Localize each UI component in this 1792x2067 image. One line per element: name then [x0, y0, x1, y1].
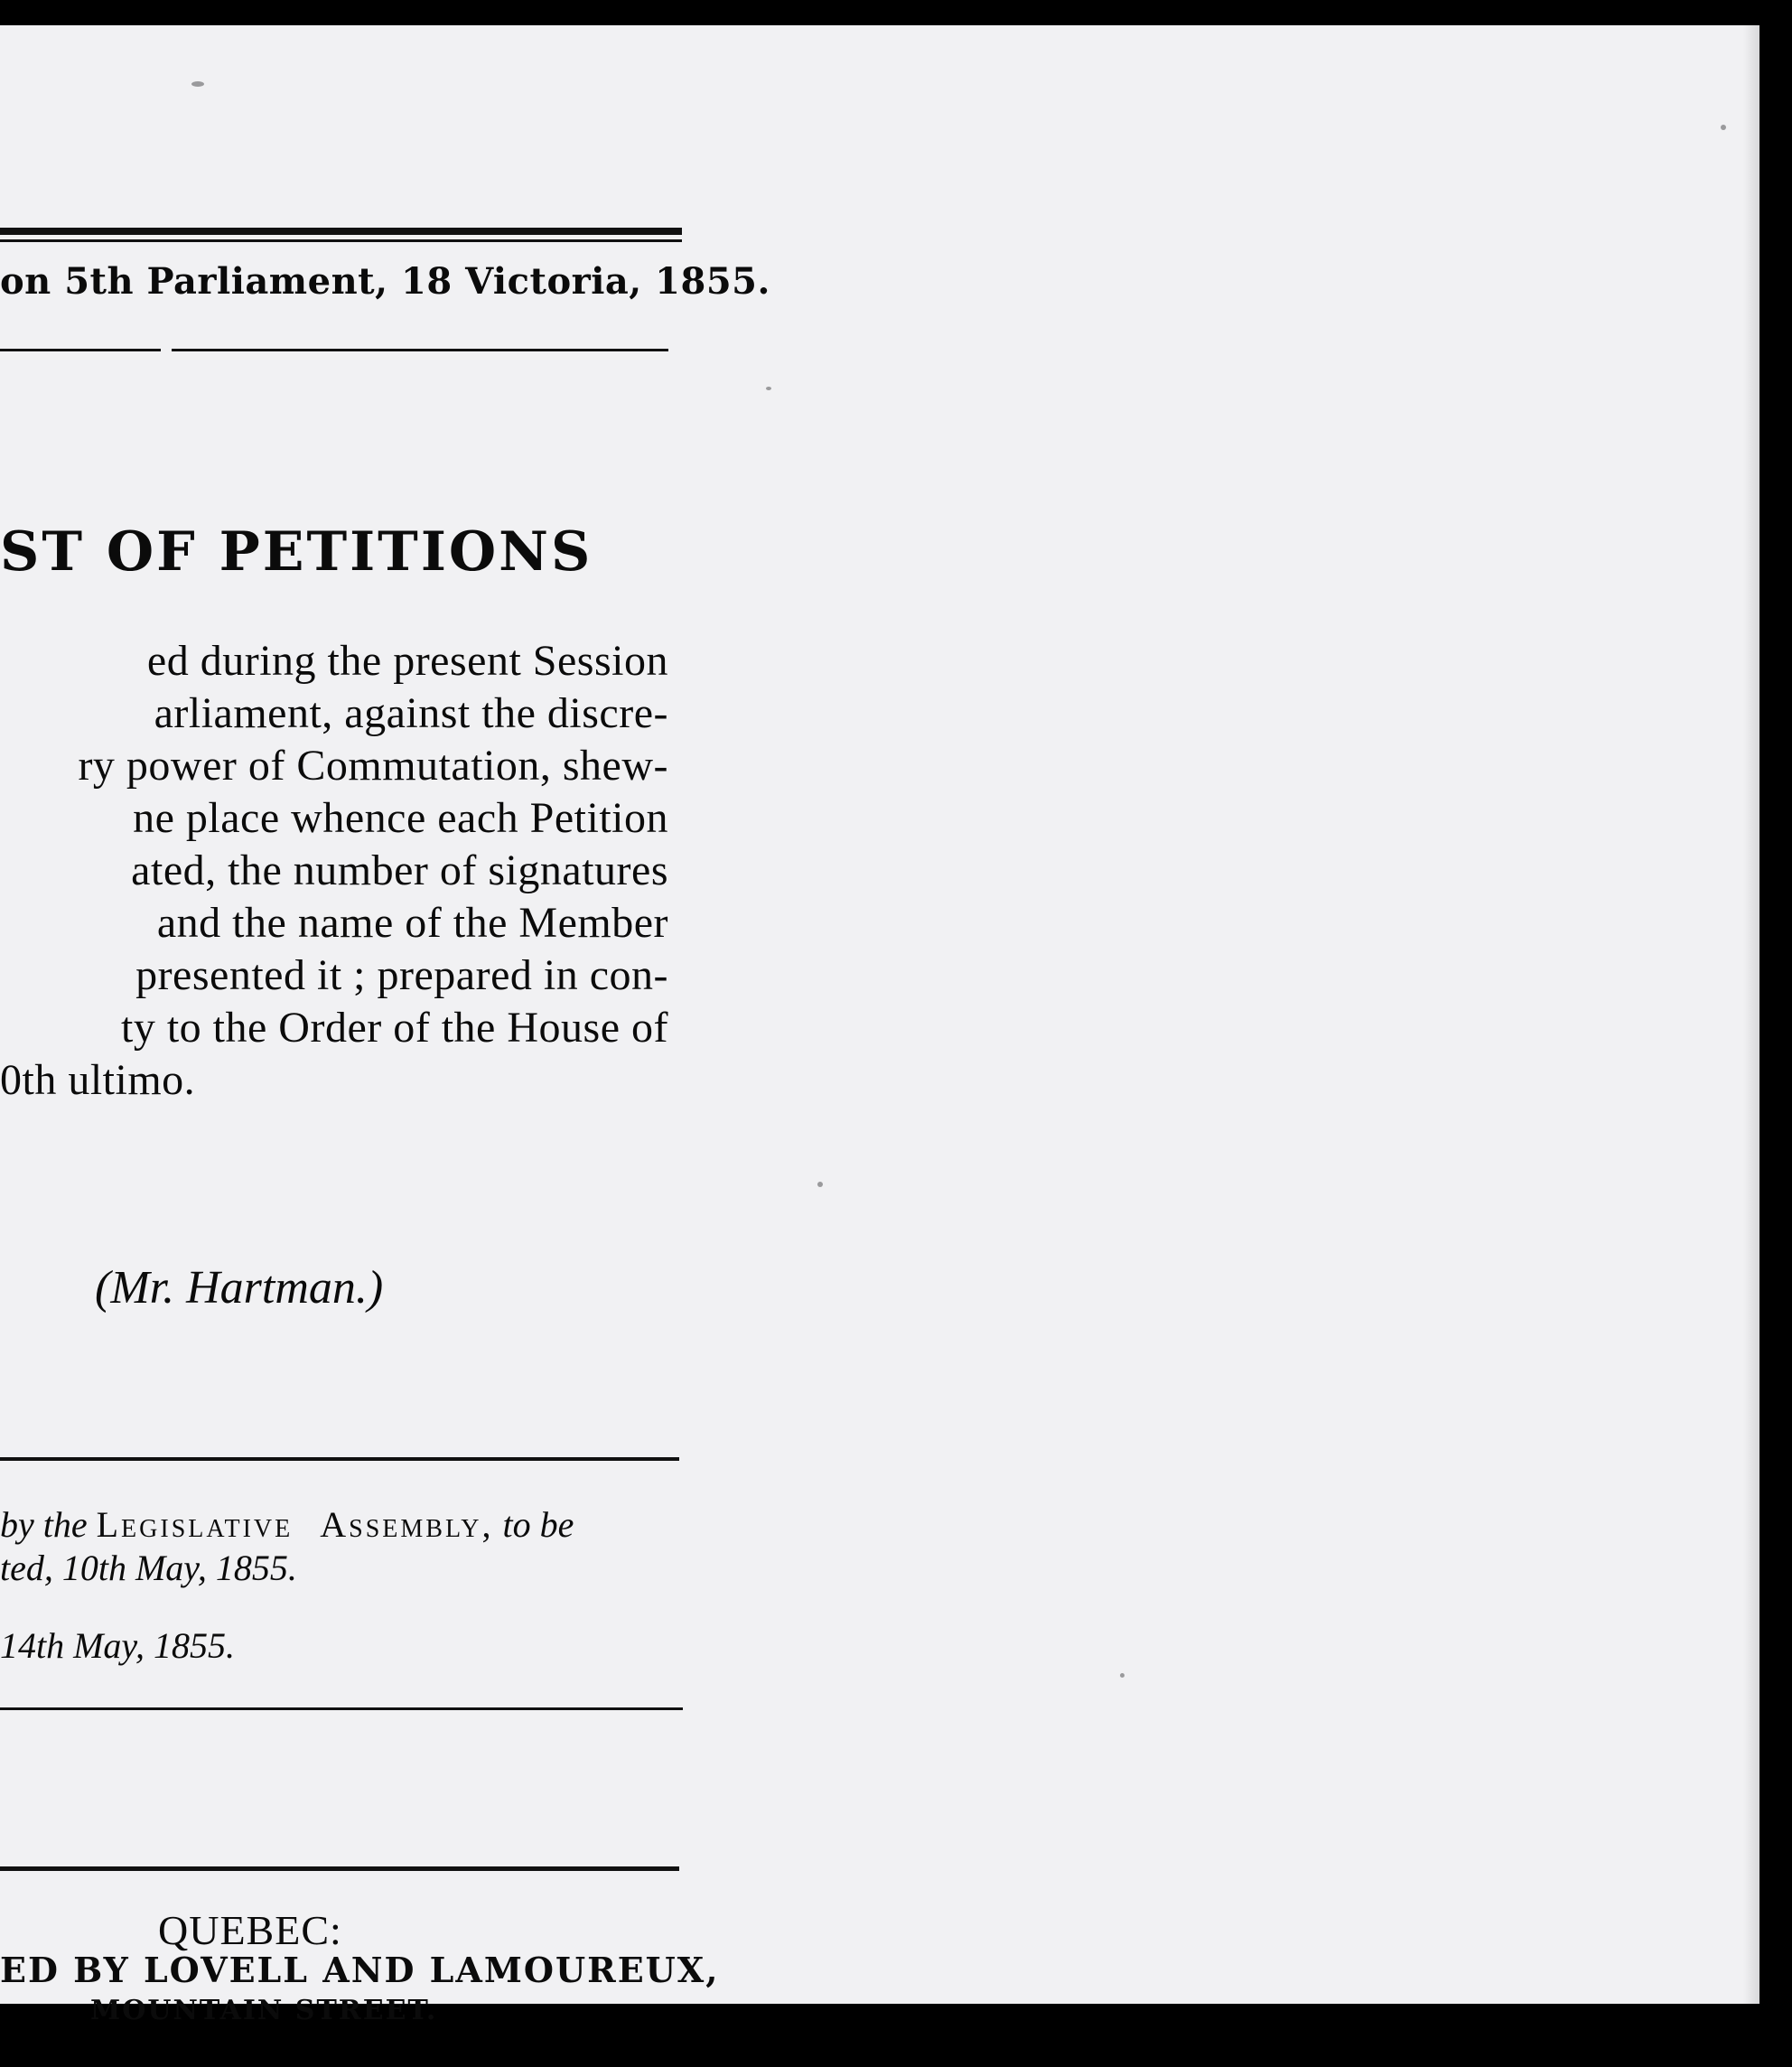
imprint-printer: ED BY LOVELL AND LAMOUREUX, [0, 1950, 720, 1990]
header-top-rule-thick [0, 228, 682, 235]
order-bottom-rule [0, 1707, 683, 1710]
body-line: arliament, against the discre- [154, 689, 668, 737]
order-line-1-body2: Assembly, [320, 1504, 494, 1545]
scan-speck [766, 387, 771, 390]
order-line-1-suffix: to be [493, 1504, 574, 1545]
body-line: ry power of Commutation, shew- [78, 742, 668, 790]
imprint-city: QUEBEC: [158, 1907, 342, 1953]
header-top-rule-thin [0, 239, 682, 242]
order-line-1 [0, 1503, 574, 1546]
imprint-street: MOUNTAIN STREET. [90, 1995, 438, 2026]
order-top-rule [0, 1457, 679, 1461]
order-line-1-body: Legislative [96, 1504, 294, 1545]
document-page [0, 25, 1759, 2026]
scan-speck [1120, 1673, 1125, 1678]
mover-name: (Mr. Hartman.) [95, 1262, 384, 1314]
body-line: ed during the present Session [146, 637, 668, 685]
body-line: and the name of the Member [156, 899, 668, 947]
imprint-top-rule [0, 1866, 679, 1871]
header-bottom-rule-left [0, 349, 161, 351]
page-edge-shadow [1743, 25, 1759, 2004]
order-line-1-prefix: by the [0, 1504, 97, 1545]
body-line: ty to the Order of the House of [120, 1004, 668, 1052]
body-line: presented it ; prepared in con- [135, 951, 668, 999]
scan-speck [1721, 125, 1726, 130]
body-line: ne place whence each Petition [133, 794, 668, 842]
order-line-2: ted, 10th May, 1855. [0, 1548, 297, 1588]
header-bottom-rule-right [172, 349, 668, 351]
document-title: ST OF PETITIONS [0, 520, 593, 584]
scan-speck [817, 1182, 823, 1187]
body-line: 0th ultimo. [0, 1056, 196, 1104]
session-line: on 5th Parliament, 18 Victoria, 1855. [0, 260, 770, 303]
order-line-3: 14th May, 1855. [0, 1625, 235, 1666]
scan-speck [191, 81, 204, 87]
body-line: ated, the number of signatures [131, 846, 668, 894]
